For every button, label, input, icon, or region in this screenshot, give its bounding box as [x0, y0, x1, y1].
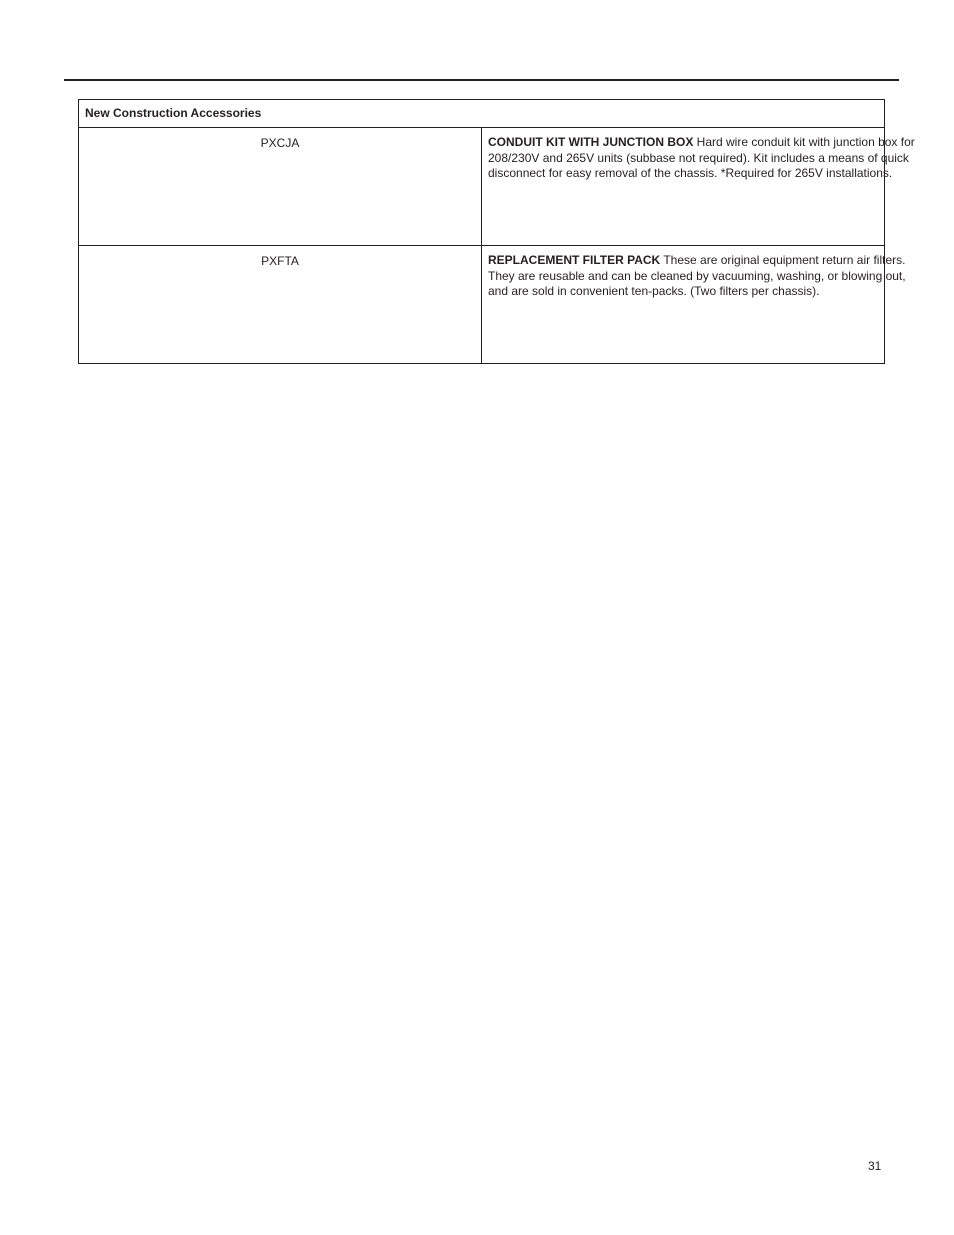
page-number: 31 — [868, 1159, 882, 1173]
description-text — [488, 135, 918, 182]
header-rule — [64, 79, 899, 81]
table-header-row — [79, 100, 885, 128]
product-name: REPLACEMENT FILTER PACK — [488, 253, 661, 267]
table-row — [79, 128, 885, 246]
section-title: New Construction Accessories — [79, 100, 885, 128]
accessories-table — [78, 99, 915, 364]
product-description: Hard wire conduit kit with junction box for 208/230V and 265V units (subbase not required). Kit includes a means of quick disconnect for easy removal of the chassis. *Required for 265V installations. — [488, 135, 915, 180]
description-cell — [482, 246, 906, 364]
model-code: PXFTA — [79, 246, 482, 364]
product-name: CONDUIT KIT WITH JUNCTION BOX — [488, 135, 694, 149]
table-row — [79, 246, 885, 364]
product-description: These are original equipment return air filters. They are reusable and can be cleaned by vacuuming, washing, or blowing out, and are sold in convenient ten-packs. (Two filters per chassis). — [488, 253, 906, 298]
description-text — [488, 253, 918, 300]
model-code: PXCJA — [79, 128, 482, 246]
description-cell — [482, 128, 915, 246]
